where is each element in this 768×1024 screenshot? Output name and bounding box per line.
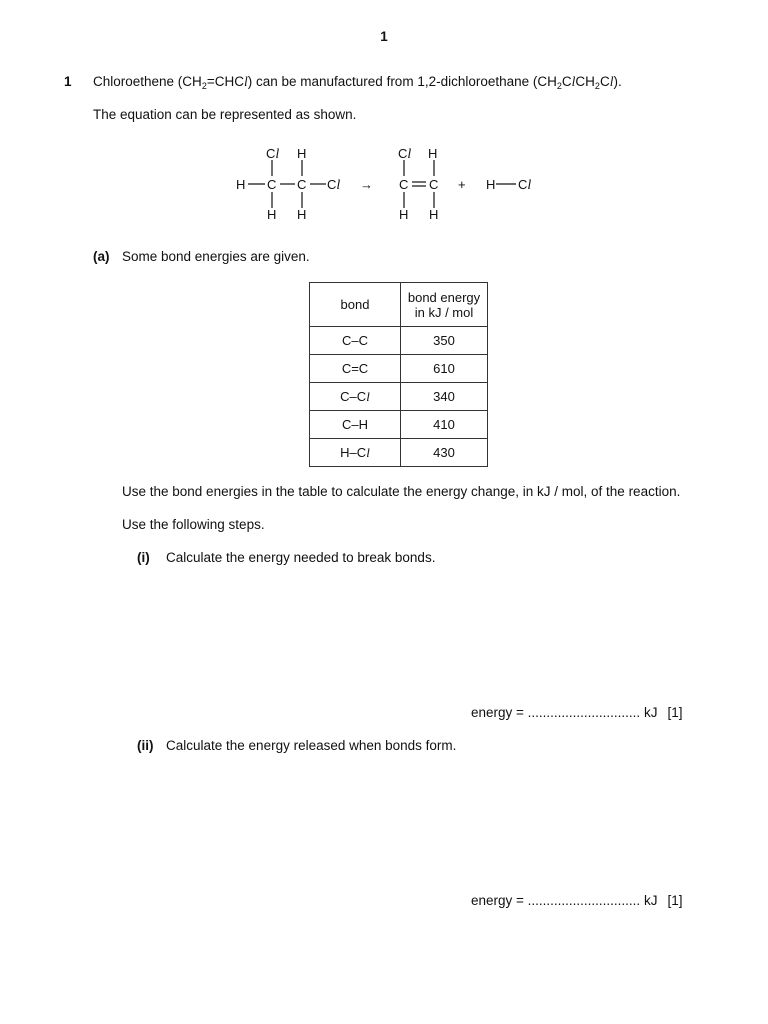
- instruction-text: Use the bond energies in the table to calculate the energy change, in kJ / mol, of the reaction.: [122, 484, 681, 499]
- instruction-steps: Use the following steps.: [122, 517, 265, 532]
- page-number: 1: [380, 29, 388, 44]
- atom-c: C: [267, 177, 277, 192]
- part-a-label: (a): [93, 249, 110, 264]
- table-row: [310, 439, 488, 467]
- atom-h: H: [236, 177, 246, 192]
- atom-c: C: [429, 177, 439, 192]
- sub-question-i-text: Calculate the energy needed to break bonds.: [166, 550, 436, 565]
- energy-cell: 340: [401, 383, 488, 411]
- mark-allocation: [1]: [667, 893, 683, 908]
- energy-cell: 350: [401, 327, 488, 355]
- answer-line-ii[interactable]: energy = .............................. kJ [1]: [471, 893, 683, 908]
- atom-h: H: [486, 177, 496, 192]
- atom-cl: Cl: [518, 177, 532, 193]
- unit-label: kJ: [643, 705, 658, 720]
- sub-question-i-label: (i): [137, 550, 150, 565]
- bond-energy-table: [309, 282, 488, 467]
- table-row: [310, 411, 488, 439]
- reaction-equation: [228, 140, 548, 230]
- mark-allocation: [1]: [667, 705, 683, 720]
- header-bond: bond: [310, 283, 401, 327]
- table-row: [310, 355, 488, 383]
- atom-cl: Cl: [327, 177, 341, 193]
- energy-cell: 610: [401, 355, 488, 383]
- table-row: [310, 327, 488, 355]
- energy-cell: 430: [401, 439, 488, 467]
- atom-h: H: [399, 207, 409, 222]
- energy-cell: 410: [401, 411, 488, 439]
- atom-h: H: [428, 146, 438, 161]
- table-header-row: [310, 283, 488, 327]
- bond-cell: C–H: [310, 411, 401, 439]
- answer-line-i[interactable]: energy = .............................. kJ [1]: [471, 705, 683, 720]
- header-bond-energy: bond energy in kJ / mol: [401, 283, 488, 327]
- reaction-arrow: →: [360, 177, 373, 192]
- unit-label: kJ: [643, 893, 658, 908]
- question-intro: Chloroethene $(CH_2=CHCl)$ can be manufactured from 1,2-dichloroethane $(CH_2ClCH_2Cl)$.: [93, 74, 622, 91]
- question-number: 1: [64, 74, 72, 89]
- atom-c: C: [399, 177, 409, 192]
- sub-question-ii-text: Calculate the energy released when bonds form.: [166, 738, 457, 753]
- part-a-text: Some bond energies are given.: [122, 249, 310, 264]
- atom-cl: Cl: [398, 146, 412, 162]
- bond-cell: H–Cl: [310, 439, 401, 467]
- sub-question-ii-label: (ii): [137, 738, 154, 753]
- table-row: [310, 383, 488, 411]
- atom-h: H: [267, 207, 277, 222]
- plus-sign: +: [458, 177, 466, 192]
- bond-cell: C–C: [310, 327, 401, 355]
- bond-cell: C–Cl: [310, 383, 401, 411]
- atom-h: H: [297, 146, 307, 161]
- equation-intro: The equation can be represented as shown.: [93, 107, 357, 122]
- atom-cl: Cl: [266, 146, 280, 162]
- structural-formula-diagram: [228, 140, 548, 230]
- atom-h: H: [429, 207, 439, 222]
- atom-h: H: [297, 207, 307, 222]
- bond-cell: C=C: [310, 355, 401, 383]
- atom-c: C: [297, 177, 307, 192]
